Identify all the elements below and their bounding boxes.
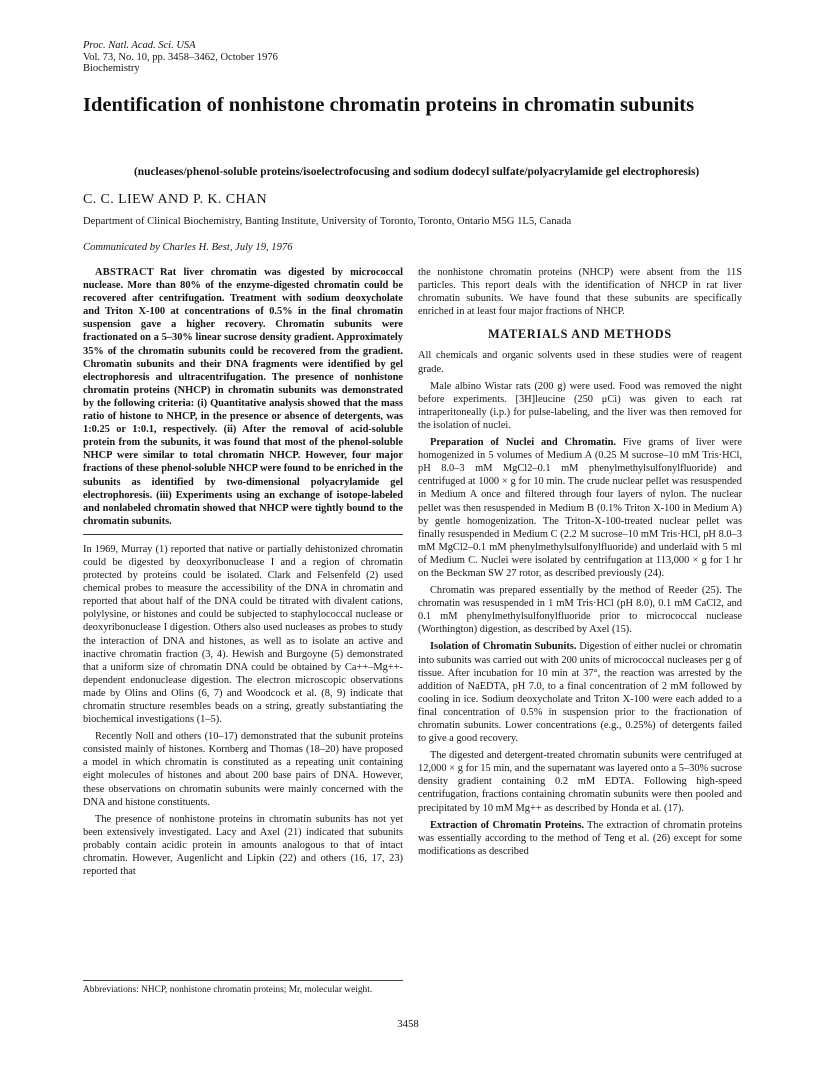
section-label: Biochemistry [83, 63, 140, 74]
keywords: (nucleases/phenol-soluble proteins/isoelectrofocusing and sodium dodecyl sulfate/polyacrylamide gel electrophoresis) [134, 166, 700, 178]
intro-paragraph: In 1969, Murray (1) reported that native or partially dehistonized chromatin could be digested by deoxyribonuclease I and a region of chromatin protected by proteins could be isolated. Clark and Felsenfeld (2) used chemical probes to measure the accessibility of the DNA in chromatin and reported that about half of the DNA could be titrated with divalent cations, polylysine, or histones and could be subjected to staphylococcal nuclease or deoxyribonuclease I digestion. Others also used nucleases as probes to study the interaction of DNA and histones, as well as to isolate an active and inactive chromatin fraction (3, 4). Hewish and Burgoyne (5) demonstrated that a uniform size of chromatin DNA could be obtained by Ca++–Mg++-dependent endonuclease digestion. The electron microscopic observations made by Olins and Olins (6, 7) and Woodcock et al. (8, 9) indicate that chromatin structure resembles beads on a string, greatly substantiating the biochemical investigations (1–5). [83, 543, 403, 726]
volume-info: Vol. 73, No. 10, pp. 3458–3462, October 1976 [83, 51, 278, 63]
methods-paragraph: Chromatin was prepared essentially by the method of Reeder (25). The chromatin was resuspended in 1 mM Tris·HCl (pH 8.0), 0.1 mM CaCl2, and 0.1 mM phenylmethylsulfonylfluoride prior to micrococcal nuclease (Worthington) digestion, as described by Axel (15). [418, 585, 742, 636]
isolation-text: Digestion of either nuclei or chromatin into subunits was carried out with 200 units of micrococcal nucleases per g of tissue. After incubation for 10 min at 37°, the reaction was arrested by the addition of NaEDTA, pH 7.0, to a final concentration of 2 mM followed by cooling in ice. Sodium deoxycholate and Triton X-100 were each added to a final concentration of 0.5% in suspension prior to the fractionation of chromatin subunits. Lower concentrations (e.g., 0.25%) of detergents failed to give a good recovery. [418, 641, 742, 745]
isolation-heading: Isolation of Chromatin Subunits. [430, 641, 577, 653]
left-column [83, 266, 403, 882]
masthead [83, 40, 278, 75]
communicated-by: Communicated by Charles H. Best, July 19, 1976 [83, 242, 293, 253]
affiliation: Department of Clinical Biochemistry, Banting Institute, University of Toronto, Toronto, Ontario M5G 1L5, Canada [83, 216, 572, 227]
footnote-block [83, 976, 403, 997]
intro-paragraph: Recently Noll and others (10–17) demonstrated that the subunit proteins consisted mainly of histones. Kornberg and Thomas (18–20) have proposed a model in which chromatin is constituted as a repeating unit containing eight molecules of histones and about 200 base pairs of DNA. However, these observations on chromatin subunits were mainly concerned with the DNA and histone constituents. [83, 731, 403, 808]
prep-text: Five grams of liver were homogenized in 5 volumes of Medium A (0.25 M sucrose–10 mM Tris·HCl, pH 8.0–3 mM MgCl2–0.1 mM phenylmethylsulfonylfluoride) and centrifuged at 1000 × g for 10 min. The crude nuclear pellet was resuspended in Medium A once and filtered through four layers of nylon. The nuclear pellet was then resuspended in Medium B (0.1% Triton X-100 in Medium A) by gentle homogenization. The Triton-X-100-treated nuclear pellet was finally resuspended in Medium C (2.2 M sucrose–10 mM Tris·HCl, pH 8.0–3 mM MgCl2–0.1 mM phenylmethylsulfonylfluoride) and underlaid with 5 ml of Medium C. Nuclei were isolated by centrifugation at 113,000 × g for 1 hr on the Beckman SW 27 rotor, as described previously (24). [418, 437, 742, 579]
intro-paragraph: The presence of nonhistone proteins in chromatin subunits has not yet been extensively investigated. Lacy and Axel (21) indicated that subunits probably contain acidic protein in amounts analogous to that of intact chromatin. However, Augenlicht and Lipkin (22) and others (16, 17, 23) reported that [83, 813, 403, 878]
abstract-divider [83, 534, 403, 535]
extraction-heading: Extraction of Chromatin Proteins. [430, 819, 584, 831]
authors: C. C. LIEW AND P. K. CHAN [83, 192, 267, 207]
methods-paragraph [418, 819, 742, 858]
page-number: 3458 [397, 1018, 419, 1030]
methods-paragraph: Male albino Wistar rats (200 g) were used. Food was removed the night before experiments. [3H]leucine (250 μCi) was given to each rat intraperitoneally (i.p.) for pulse-labeling, and the liver was then removed for the isolation of nuclei. [418, 380, 742, 431]
abstract [83, 266, 403, 528]
right-column [418, 266, 742, 862]
intro-continuation: the nonhistone chromatin proteins (NHCP) were absent from the 11S particles. This report deals with the identification of NHCP in rat liver chromatin subunits. We have found that these subunits are specifically enriched in at least four major fractions of NHCP. [418, 267, 742, 318]
footnote-divider [83, 980, 403, 981]
methods-paragraph: All chemicals and organic solvents used in these studies were of reagent grade. [418, 350, 742, 375]
prep-heading: Preparation of Nuclei and Chromatin. [430, 437, 617, 449]
methods-paragraph [418, 640, 742, 745]
extraction-text: The extraction of chromatin proteins was essentially according to the method of Teng et al. (26) except for some modifications as described [418, 819, 743, 857]
abstract-label: ABSTRACT [95, 267, 154, 278]
journal-name: Proc. Natl. Acad. Sci. USA [83, 40, 196, 51]
methods-paragraph [418, 436, 742, 580]
abbreviations-footnote: Abbreviations: NHCP, nonhistone chromatin proteins; Mr, molecular weight. [83, 985, 373, 995]
methods-paragraph: The digested and detergent-treated chromatin subunits were centrifuged at 12,000 × g for 15 min, and the supernatant was layered onto a 5–30% sucrose density gradient containing 0.2 mM EDTA. Following high-speed centrifugation, fractions containing chromatin subunits were then pooled and precipitated by 10 mM Mg++ as described by Honda et al. (17). [418, 750, 742, 814]
methods-heading: MATERIALS AND METHODS [488, 327, 672, 342]
paper-title: Identification of nonhistone chromatin proteins in chromatin subunits [83, 94, 695, 116]
abstract-text: Rat liver chromatin was digested by micrococcal nuclease. More than 80% of the enzyme-digested chromatin could be recovered after centrifugation. Treatment with sodium deoxycholate and Triton X-100 at concentrations of 0.5% in the final chromatin suspension gave a higher recovery. Chromatin subunits were fractionated on a 5–30% linear sucrose density gradient. Approximately 35% of the chromatin subunits could be recovered from the gradient. Chromatin subunits and their DNA fragments were identified by gel electrophoresis and ultracentrifugation. The presence of nonhistone chromatin proteins (NHCP) in chromatin subunits was demonstrated by the following criteria: (i) Quantitative analysis showed that the mass ratio of histone to NHCP, in the presence or absence of detergents, was 1:0.25 or 1:0.1, respectively. (ii) After the removal of acid-soluble protein from the subunits, it was found that most of the phenol-soluble NHCP were similar to total chromatin NHCP. However, four major fractions of these phenol-soluble NHCP were found to be enriched in the subunits as identified by two-dimensional polyacrylamide gel electrophoresis. (iii) Experiments using an exchange of isotope-labeled and nonlabeled chromatin showed that NHCP were tightly bound to the chromatin subunits. [83, 267, 403, 527]
